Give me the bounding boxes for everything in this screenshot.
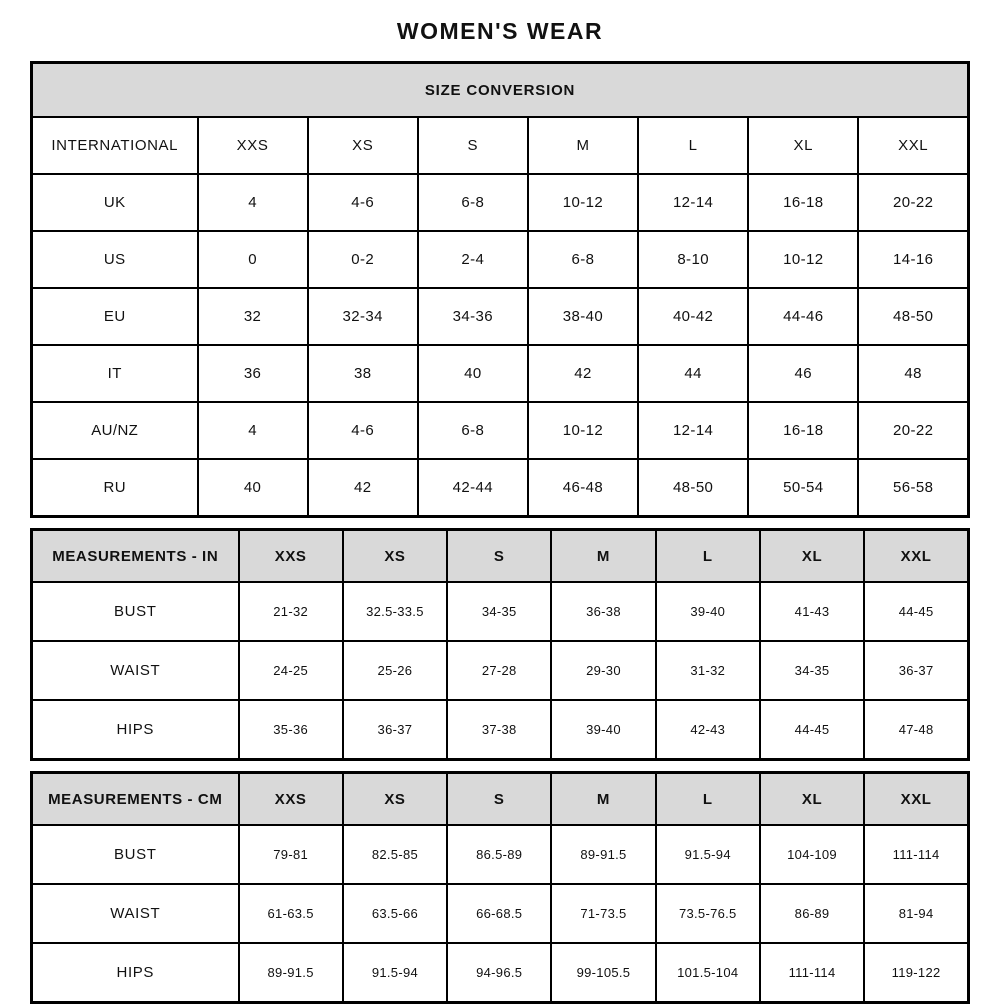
table-row [32,943,969,1003]
value-cell: 38-40 [528,288,638,345]
value-cell: 66-68.5 [447,884,551,943]
value-cell: 46 [748,345,858,402]
row-label-cell: AU/NZ [32,402,198,459]
value-cell: 47-48 [864,700,968,760]
column-header-cell: XL [748,117,858,174]
column-header-cell: XS [308,117,418,174]
table-row [32,345,969,402]
column-header-cell: S [447,530,551,583]
value-cell: 61-63.5 [239,884,343,943]
value-cell: 40 [198,459,308,517]
value-cell: 14-16 [858,231,968,288]
table-row [32,117,969,174]
value-cell: 38 [308,345,418,402]
spacer [30,518,970,528]
value-cell: 25-26 [343,641,447,700]
value-cell: 42-44 [418,459,528,517]
row-label-cell: BUST [32,825,239,884]
value-cell: 4 [198,174,308,231]
value-cell: 4-6 [308,402,418,459]
row-label-cell: EU [32,288,198,345]
table-title: MEASUREMENTS - CM [32,773,239,826]
value-cell: 37-38 [447,700,551,760]
size-conversion-table [30,61,970,518]
value-cell: 46-48 [528,459,638,517]
value-cell: 42 [308,459,418,517]
value-cell: 44-46 [748,288,858,345]
value-cell: 10-12 [528,402,638,459]
value-cell: 40 [418,345,528,402]
value-cell: 48-50 [638,459,748,517]
column-header-cell: XXS [198,117,308,174]
value-cell: 56-58 [858,459,968,517]
table-row [32,459,969,517]
value-cell: 48 [858,345,968,402]
value-cell: 86.5-89 [447,825,551,884]
size-chart-page [30,0,970,1004]
spacer [30,761,970,771]
value-cell: 86-89 [760,884,864,943]
column-header-cell: XS [343,530,447,583]
value-cell: 71-73.5 [551,884,655,943]
column-header-cell: XXS [239,530,343,583]
column-header-cell: L [638,117,748,174]
value-cell: 6-8 [528,231,638,288]
row-label-cell: US [32,231,198,288]
value-cell: 12-14 [638,174,748,231]
row-label-cell: IT [32,345,198,402]
value-cell: 119-122 [864,943,968,1003]
column-header-cell: XXL [864,773,968,826]
value-cell: 27-28 [447,641,551,700]
table-title: SIZE CONVERSION [32,63,969,118]
value-cell: 82.5-85 [343,825,447,884]
value-cell: 24-25 [239,641,343,700]
value-cell: 73.5-76.5 [656,884,760,943]
column-header-cell: S [447,773,551,826]
table-row [32,773,969,826]
value-cell: 40-42 [638,288,748,345]
value-cell: 89-91.5 [551,825,655,884]
value-cell: 0-2 [308,231,418,288]
table-row [32,288,969,345]
value-cell: 39-40 [551,700,655,760]
page-title: WOMEN'S WEAR [396,18,604,44]
table-row [32,63,969,118]
value-cell: 20-22 [858,174,968,231]
column-header-cell: M [528,117,638,174]
value-cell: 89-91.5 [239,943,343,1003]
table-row [32,174,969,231]
value-cell: 8-10 [638,231,748,288]
value-cell: 32-34 [308,288,418,345]
value-cell: 0 [198,231,308,288]
column-header-cell: M [551,773,655,826]
value-cell: 10-12 [528,174,638,231]
value-cell: 12-14 [638,402,748,459]
value-cell: 42 [528,345,638,402]
value-cell: 111-114 [760,943,864,1003]
row-label-cell: RU [32,459,198,517]
column-header-cell: S [418,117,528,174]
value-cell: 34-35 [760,641,864,700]
value-cell: 6-8 [418,402,528,459]
table-row [32,530,969,583]
value-cell: 36-37 [864,641,968,700]
table-title: MEASUREMENTS - IN [32,530,239,583]
value-cell: 2-4 [418,231,528,288]
value-cell: 41-43 [760,582,864,641]
value-cell: 29-30 [551,641,655,700]
value-cell: 35-36 [239,700,343,760]
column-header-cell: XXL [858,117,968,174]
table-row [32,641,969,700]
value-cell: 21-32 [239,582,343,641]
row-label-cell: WAIST [32,641,239,700]
value-cell: 44 [638,345,748,402]
value-cell: 91.5-94 [343,943,447,1003]
value-cell: 48-50 [858,288,968,345]
value-cell: 42-43 [656,700,760,760]
column-header-cell: L [656,530,760,583]
table-row [32,825,969,884]
value-cell: 32 [198,288,308,345]
value-cell: 16-18 [748,174,858,231]
value-cell: 104-109 [760,825,864,884]
value-cell: 50-54 [748,459,858,517]
value-cell: 94-96.5 [447,943,551,1003]
column-header-cell: L [656,773,760,826]
row-label-cell: BUST [32,582,239,641]
table-row [32,402,969,459]
table-row [32,582,969,641]
value-cell: 16-18 [748,402,858,459]
value-cell: 44-45 [760,700,864,760]
value-cell: 4 [198,402,308,459]
value-cell: 10-12 [748,231,858,288]
value-cell: 34-35 [447,582,551,641]
measurements-cm-table [30,771,970,1004]
value-cell: 63.5-66 [343,884,447,943]
value-cell: 91.5-94 [656,825,760,884]
value-cell: 81-94 [864,884,968,943]
value-cell: 99-105.5 [551,943,655,1003]
value-cell: 36-38 [551,582,655,641]
row-label-cell: WAIST [32,884,239,943]
column-header-cell: XXS [239,773,343,826]
value-cell: 101.5-104 [656,943,760,1003]
column-header-cell: XXL [864,530,968,583]
value-cell: 44-45 [864,582,968,641]
value-cell: 32.5-33.5 [343,582,447,641]
value-cell: 111-114 [864,825,968,884]
value-cell: 34-36 [418,288,528,345]
column-header-cell: INTERNATIONAL [32,117,198,174]
value-cell: 39-40 [656,582,760,641]
value-cell: 36-37 [343,700,447,760]
row-label-cell: UK [32,174,198,231]
row-label-cell: HIPS [32,943,239,1003]
value-cell: 36 [198,345,308,402]
value-cell: 4-6 [308,174,418,231]
value-cell: 20-22 [858,402,968,459]
column-header-cell: XL [760,773,864,826]
value-cell: 31-32 [656,641,760,700]
column-header-cell: M [551,530,655,583]
table-row [32,231,969,288]
value-cell: 6-8 [418,174,528,231]
table-row [32,884,969,943]
column-header-cell: XL [760,530,864,583]
column-header-cell: XS [343,773,447,826]
measurements-in-table [30,528,970,761]
row-label-cell: HIPS [32,700,239,760]
table-row [32,700,969,760]
value-cell: 79-81 [239,825,343,884]
